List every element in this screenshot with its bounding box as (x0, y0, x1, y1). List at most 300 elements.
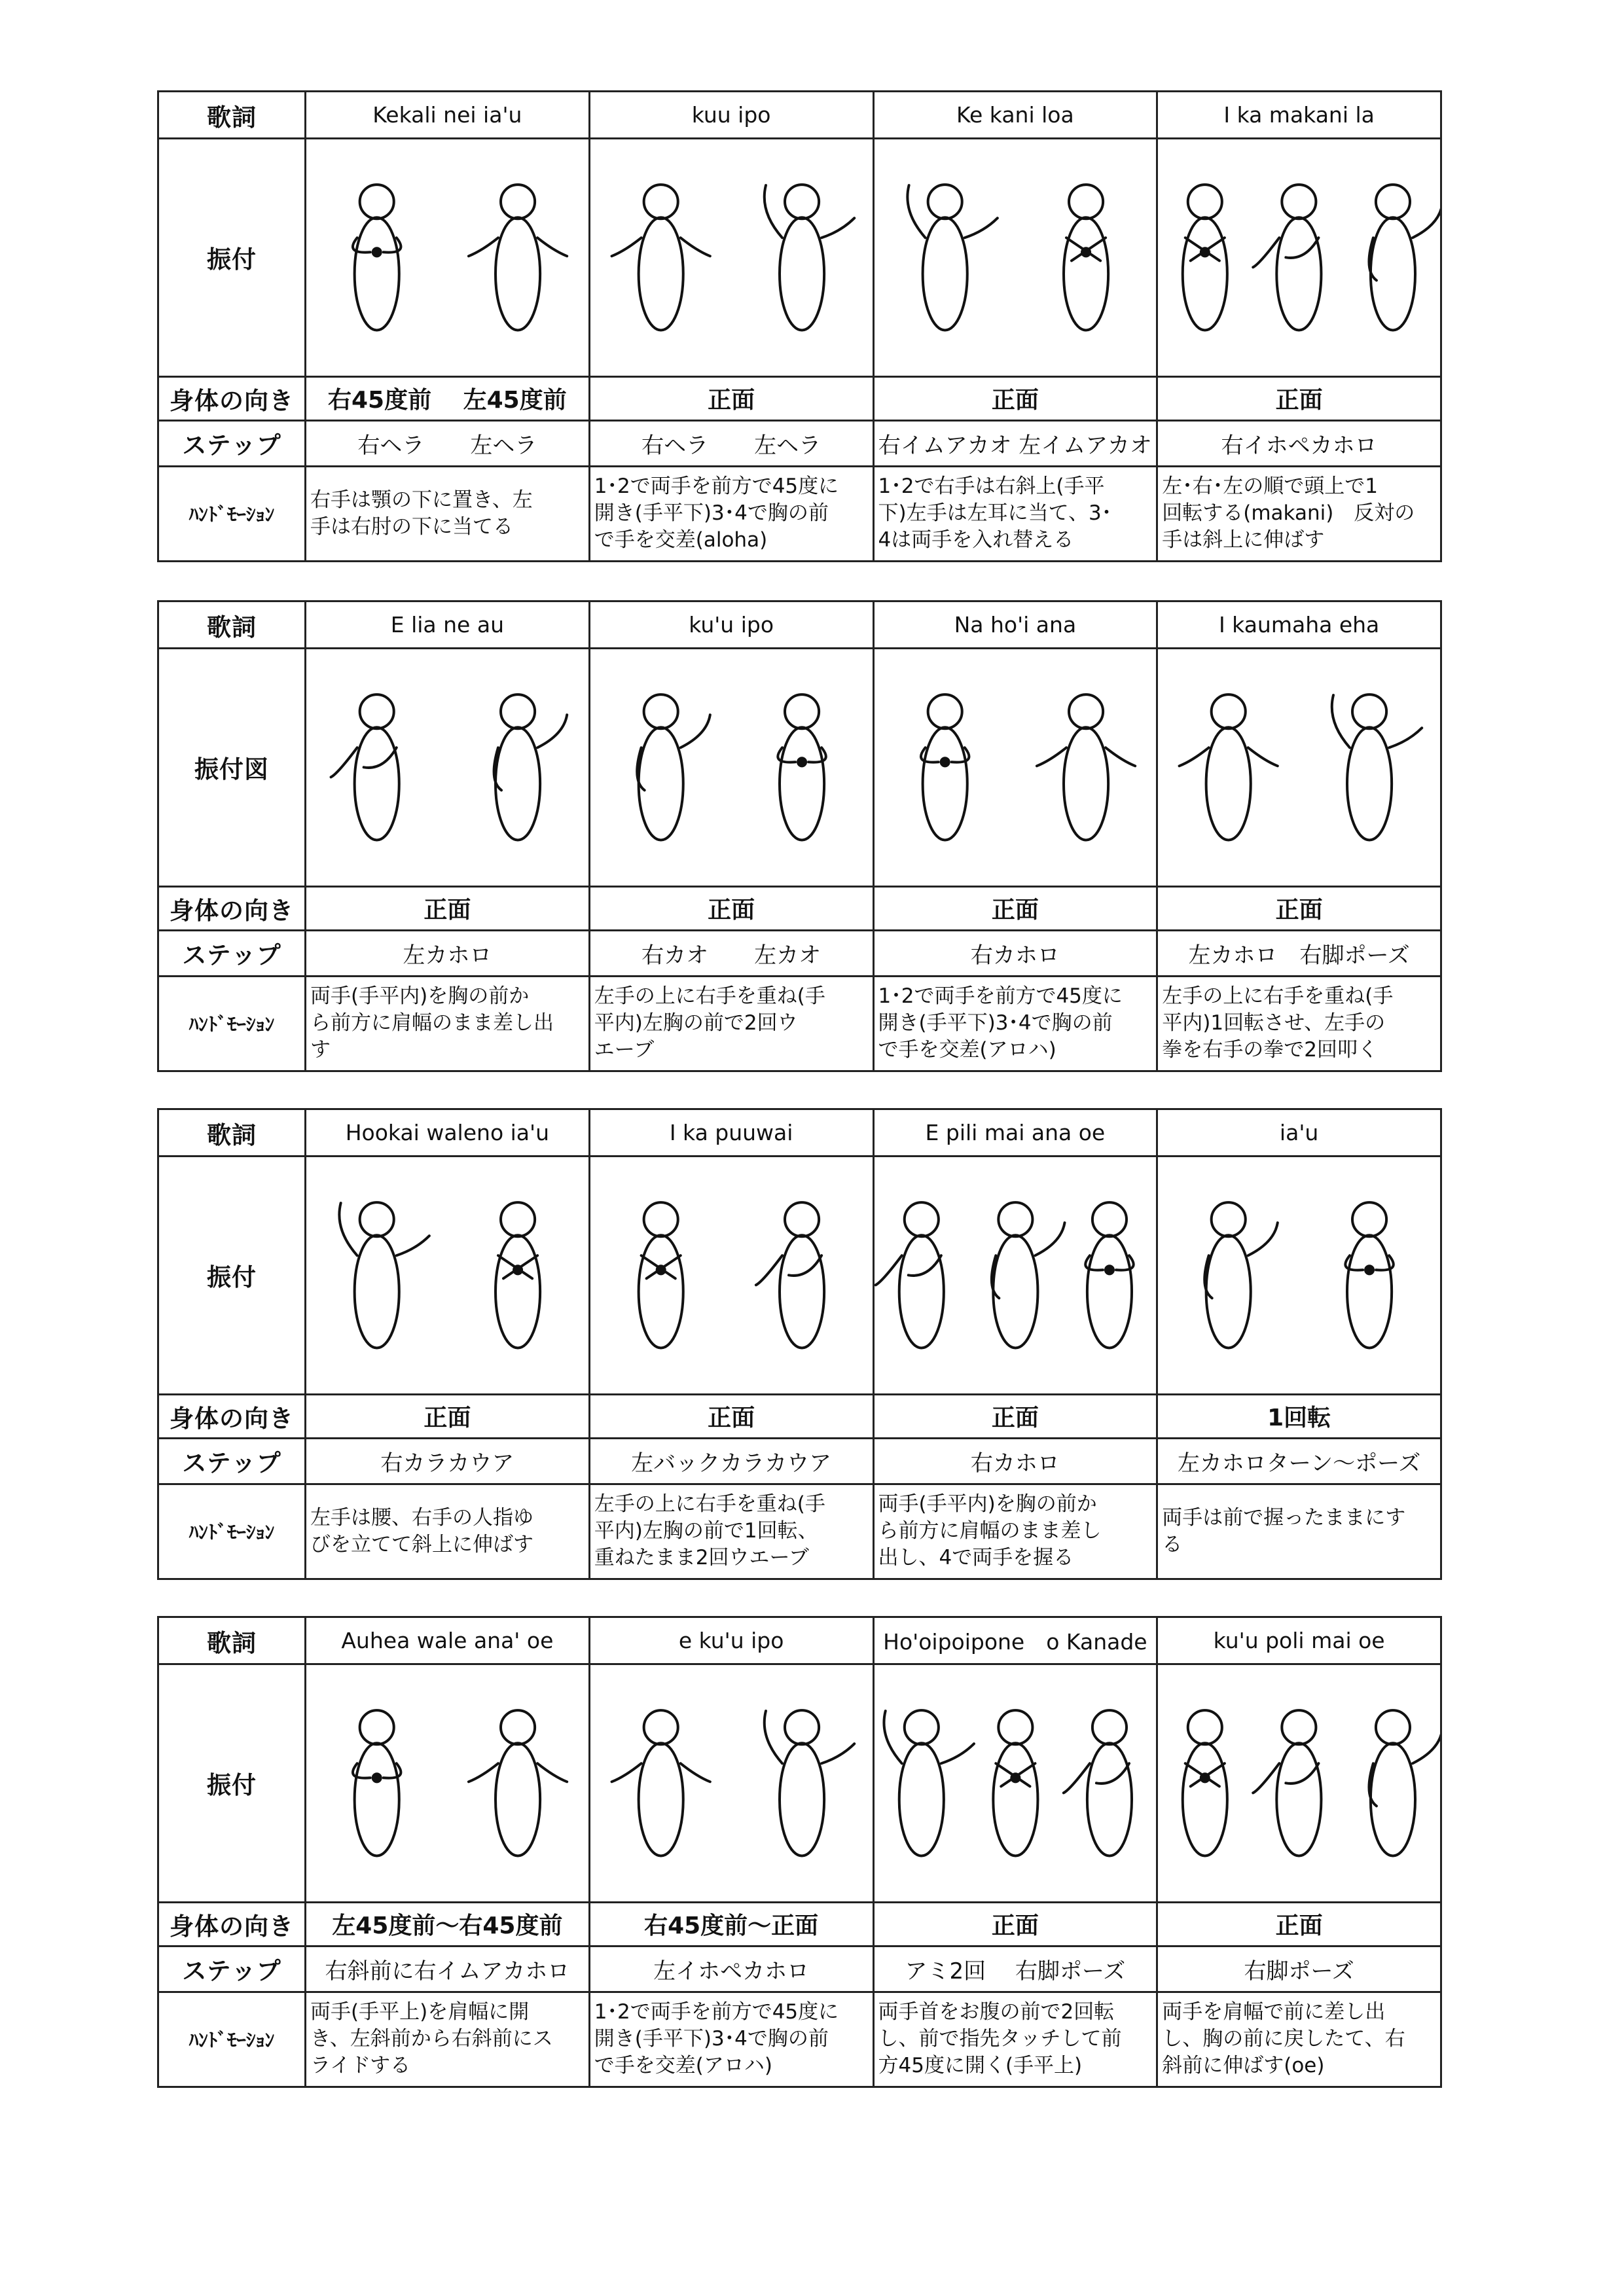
dance-figure-illustration (1158, 1157, 1440, 1393)
hand-motion-cell (589, 466, 873, 561)
figure-cell (873, 649, 1157, 887)
direction-cell: 正面 (873, 1394, 1157, 1438)
head-shape (904, 1710, 938, 1744)
arm-stroke (637, 715, 710, 790)
dancer-figure (991, 1202, 1064, 1348)
arm-stroke (1369, 205, 1440, 280)
lyric-cell: e ku'u ipo (589, 1617, 873, 1664)
hand-motion-cell (873, 1484, 1157, 1579)
body-shape (1277, 217, 1322, 330)
dancer-figure (1204, 1202, 1278, 1348)
arm-stroke (1180, 747, 1278, 766)
dancer-figure (1332, 694, 1422, 840)
hand-mark (1011, 1774, 1019, 1782)
step-cell (306, 1438, 590, 1484)
lyric-cell: Hookai waleno ia'u (306, 1109, 590, 1157)
body-shape (1087, 1235, 1131, 1348)
step-text: 右脚ポーズ (1244, 1958, 1354, 1984)
dancer-figure (764, 1710, 854, 1856)
dance-figure-illustration (306, 649, 588, 886)
lyric-cell: E lia ne au (306, 601, 590, 649)
hand-line: き、左斜前から右斜前にス (310, 2027, 553, 2051)
step-header: ステップ (158, 1946, 306, 1992)
hand-motion-header: ﾊﾝﾄﾞﾓｰｼｮﾝ (158, 976, 306, 1071)
arm-stroke (756, 1255, 821, 1285)
head-shape (643, 1710, 677, 1744)
body-shape (1064, 217, 1108, 330)
hand-motion-cell (873, 976, 1157, 1071)
hand-mark (941, 758, 948, 766)
direction-cell: 正面 (873, 376, 1157, 420)
body-shape (355, 727, 399, 840)
hand-line: びを立てて斜上に伸ばす (310, 1532, 533, 1556)
head-shape (904, 1202, 938, 1236)
head-shape (643, 1202, 677, 1236)
hand-line: 手は斜上に伸ばす (1162, 528, 1325, 552)
hand-motion-cell (589, 976, 873, 1071)
dancer-figure (1183, 185, 1227, 330)
lyrics-header: 歌詞 (158, 1109, 306, 1157)
arm-stroke (1369, 1731, 1440, 1806)
dancer-figure (469, 185, 567, 330)
head-shape (785, 694, 819, 728)
lyric-cell: I kaumaha eha (1157, 601, 1441, 649)
dance-figure-illustration (875, 139, 1157, 376)
hand-line: ら前方に肩幅のまま差し (878, 1519, 1102, 1543)
head-shape (1188, 185, 1222, 219)
body-shape (355, 1235, 399, 1348)
hand-line: で手を交差(アロハ) (878, 1038, 1056, 1062)
step-text: 左ヘラ (754, 432, 821, 459)
dancer-figure (611, 185, 710, 330)
hand-motion-header: ﾊﾝﾄﾞﾓｰｼｮﾝ (158, 1484, 306, 1579)
hand-motion-cell (306, 976, 590, 1071)
body-shape (899, 1743, 943, 1856)
step-cell (873, 420, 1157, 466)
figure-cell (873, 1157, 1157, 1395)
dancer-figure (331, 694, 399, 840)
arm-stroke (611, 238, 710, 256)
figure-cell (589, 1157, 873, 1395)
hand-line: 1･2で右手は右斜上(手平 (878, 475, 1105, 499)
lyric-cell: kuu ipo (589, 92, 873, 139)
body-shape (780, 217, 824, 330)
choreography-table-4 (157, 1616, 1442, 2088)
figure-cell (873, 1664, 1157, 1903)
head-shape (1188, 1710, 1222, 1744)
body-shape (1183, 217, 1227, 330)
body-shape (355, 1743, 399, 1856)
figure-cell (873, 139, 1157, 377)
hand-line: 斜前に伸ばす(oe) (1162, 2054, 1325, 2078)
hand-motion-cell (873, 1992, 1157, 2087)
hand-line: 右手は顎の下に置き、左 (310, 488, 533, 512)
figure-cell (589, 139, 873, 377)
hand-motion-header: ﾊﾝﾄﾞﾓｰｼｮﾝ (158, 466, 306, 561)
step-text: 左カホロターン～ポーズ (1177, 1450, 1421, 1477)
dancer-figure (778, 694, 825, 840)
figure-cell (1157, 139, 1441, 377)
figure-cell (1157, 649, 1441, 887)
head-shape (998, 1710, 1032, 1744)
body-shape (638, 217, 683, 330)
arm-stroke (611, 1763, 710, 1782)
arm-stroke (331, 747, 397, 777)
choreography-header: 振付 (158, 1157, 306, 1395)
hand-motion-cell (873, 466, 1157, 561)
lyric-cell: E pili mai ana oe (873, 1109, 1157, 1157)
choreography-header: 振付 (158, 139, 306, 377)
direction-cell: 左45度前～右45度前 (306, 1902, 590, 1946)
hand-line: で手を交差(aloha) (594, 528, 768, 552)
hand-line: 左手の上に右手を重ね(手 (594, 1492, 825, 1516)
dancer-figure (993, 1710, 1038, 1856)
head-shape (1282, 1710, 1316, 1744)
hand-mark (373, 1774, 381, 1782)
hand-mark (1105, 1266, 1113, 1274)
direction-header: 身体の向き (158, 886, 306, 930)
head-shape (1376, 1710, 1410, 1744)
direction-cell: 右45度前 左45度前 (306, 376, 590, 420)
hand-line: 手は右肘の下に当てる (310, 514, 513, 539)
dance-figure-illustration (306, 139, 588, 376)
hand-motion-cell (1157, 976, 1441, 1071)
lyric-cell: Auhea wale ana' oe (306, 1617, 590, 1664)
step-text: 左バックカラカウア (631, 1450, 832, 1477)
step-cell (873, 930, 1157, 976)
hand-line: 開き(手平下)3･4で胸の前 (594, 501, 829, 526)
body-shape (922, 217, 967, 330)
arm-stroke (1254, 238, 1319, 267)
hand-line: 重ねたまま2回ウエーブ (594, 1546, 809, 1570)
choreography-table-3 (157, 1108, 1442, 1580)
body-shape (1206, 727, 1251, 840)
hand-line: 下)左手は左耳に当て、3･ (878, 501, 1112, 526)
hand-line: 平内)左胸の前で1回転、 (594, 1519, 818, 1543)
hand-line: ライドする (310, 2054, 411, 2078)
body-shape (1206, 1235, 1251, 1348)
hand-line: 1･2で両手を前方で45度に (594, 475, 839, 499)
lyric-cell: ku'u poli mai oe (1157, 1617, 1441, 1664)
hand-mark (1201, 248, 1209, 256)
step-text: 右カホロ (970, 1450, 1060, 1477)
direction-cell: 正面 (589, 1394, 873, 1438)
head-shape (1092, 1710, 1126, 1744)
direction-cell: 正面 (306, 886, 590, 930)
hand-line: 左･右･左の順で頭上で1 (1162, 475, 1378, 499)
hand-line: し、胸の前に戻したて、右 (1162, 2027, 1405, 2051)
arm-stroke (469, 1763, 567, 1782)
head-shape (360, 185, 394, 219)
figure-cell (306, 1664, 590, 1903)
head-shape (1212, 694, 1246, 728)
head-shape (360, 1710, 394, 1744)
dancer-figure (638, 1202, 683, 1348)
step-header: ステップ (158, 1438, 306, 1484)
hand-line: 両手(手平内)を胸の前か (310, 984, 530, 1009)
dancer-figure (907, 185, 997, 330)
dance-figure-illustration (306, 1665, 588, 1901)
lyric-cell: ku'u ipo (589, 601, 873, 649)
head-shape (928, 185, 962, 219)
dancer-figure (920, 694, 968, 840)
head-shape (360, 1202, 394, 1236)
hand-line: 開き(手平下)3･4で胸の前 (594, 2027, 829, 2051)
head-shape (1069, 185, 1103, 219)
body-shape (780, 727, 824, 840)
dance-figure-illustration (1158, 1665, 1440, 1901)
step-text: 左カオ (754, 942, 821, 969)
dancer-figure (1183, 1710, 1227, 1856)
dancer-figure (494, 694, 568, 840)
step-text: 左イホペカホロ (653, 1958, 810, 1984)
step-cell (1157, 420, 1441, 466)
step-cell (1157, 1438, 1441, 1484)
choreography-table-2 (157, 600, 1442, 1072)
head-shape (785, 185, 819, 219)
dance-figure-illustration (875, 649, 1157, 886)
choreography-table-1 (157, 90, 1442, 562)
dancer-figure (764, 185, 854, 330)
arm-stroke (991, 1223, 1064, 1298)
step-header: ステップ (158, 930, 306, 976)
hand-line: 方45度に開く(手平上) (878, 2054, 1083, 2078)
figure-cell (306, 139, 590, 377)
figure-cell (306, 1157, 590, 1395)
head-shape (928, 694, 962, 728)
body-shape (1183, 1743, 1227, 1856)
arm-stroke (1036, 747, 1134, 766)
direction-cell: 正面 (873, 886, 1157, 930)
body-shape (496, 217, 540, 330)
head-shape (643, 185, 677, 219)
hand-mark (1365, 1266, 1373, 1274)
hand-line: 1･2で両手を前方で45度に (878, 984, 1123, 1009)
hand-line: 回転する(makani) 反対の (1162, 501, 1415, 526)
hand-line: 平内)1回転させ、左手の (1162, 1011, 1386, 1035)
hand-line: 拳を右手の拳で2回叩く (1162, 1038, 1378, 1062)
direction-cell: 1回転 (1157, 1394, 1441, 1438)
step-header: ステップ (158, 420, 306, 466)
arm-stroke (494, 715, 568, 790)
head-shape (501, 1202, 535, 1236)
body-shape (1277, 1743, 1322, 1856)
body-shape (355, 217, 399, 330)
body-shape (993, 1235, 1038, 1348)
body-shape (993, 1743, 1038, 1856)
body-shape (496, 1743, 540, 1856)
hand-motion-cell (306, 466, 590, 561)
body-shape (1347, 1235, 1392, 1348)
arm-stroke (764, 1711, 854, 1763)
step-text: 右イホペカホロ (1221, 432, 1377, 459)
direction-cell: 正面 (1157, 376, 1441, 420)
hand-motion-cell (1157, 1992, 1441, 2087)
hand-line: る (1162, 1532, 1183, 1556)
body-shape (496, 727, 540, 840)
dancer-figure (1369, 185, 1440, 330)
step-cell (873, 1946, 1157, 1992)
lyric-cell: Ho'oipoipone o Kanade (873, 1617, 1157, 1664)
dance-figure-illustration (1158, 139, 1440, 376)
step-text: 右カオ (641, 942, 709, 969)
hand-mark (1201, 1774, 1209, 1782)
body-shape (638, 727, 683, 840)
step-cell (873, 1438, 1157, 1484)
direction-cell: 正面 (1157, 1902, 1441, 1946)
arm-stroke (875, 1255, 941, 1285)
body-shape (1347, 727, 1392, 840)
step-cell (1157, 930, 1441, 976)
step-text: 左カホロ 右脚ポーズ (1188, 942, 1410, 969)
hand-line: 左手の上に右手を重ね(手 (1162, 984, 1394, 1009)
hand-line: ら前方に肩幅のまま差し出 (310, 1011, 554, 1035)
dance-figure-illustration (1158, 649, 1440, 886)
body-shape (899, 1235, 943, 1348)
hand-mark (514, 1266, 522, 1274)
dancer-figure (1346, 1202, 1394, 1348)
head-shape (785, 1202, 819, 1236)
hand-mark (657, 1266, 664, 1274)
body-shape (922, 727, 967, 840)
hand-motion-cell (589, 1992, 873, 2087)
head-shape (360, 694, 394, 728)
arm-stroke (339, 1203, 429, 1255)
dance-figure-illustration (590, 649, 873, 886)
arm-stroke (884, 1711, 973, 1763)
head-shape (1376, 185, 1410, 219)
step-cell (306, 930, 590, 976)
figure-cell (1157, 1157, 1441, 1395)
dancer-figure (637, 694, 710, 840)
hand-motion-cell (1157, 466, 1441, 561)
body-shape (638, 1235, 683, 1348)
hand-line: 両手(手平内)を胸の前か (878, 1492, 1097, 1516)
dancer-figure (1064, 185, 1108, 330)
hand-mark (798, 758, 806, 766)
step-cell (589, 1946, 873, 1992)
dancer-figure (339, 1202, 429, 1348)
head-shape (1352, 694, 1386, 728)
body-shape (1371, 217, 1415, 330)
arm-stroke (1204, 1223, 1278, 1298)
hand-line: 出し、4で両手を握る (878, 1546, 1074, 1570)
step-cell (589, 1438, 873, 1484)
dance-figure-illustration (875, 1665, 1157, 1901)
body-shape (780, 1235, 824, 1348)
figure-cell (306, 649, 590, 887)
dancer-figure (884, 1710, 973, 1856)
lyric-cell: Na ho'i ana (873, 601, 1157, 649)
head-shape (785, 1710, 819, 1744)
figure-cell (589, 1664, 873, 1903)
dancer-figure (875, 1202, 943, 1348)
lyrics-header: 歌詞 (158, 92, 306, 139)
arm-stroke (764, 185, 854, 238)
hand-line: 4は両手を入れ替える (878, 528, 1074, 552)
hand-line: で手を交差(アロハ) (594, 2054, 772, 2078)
lyric-cell: Kekali nei ia'u (306, 92, 590, 139)
hand-motion-header: ﾊﾝﾄﾞﾓｰｼｮﾝ (158, 1992, 306, 2087)
head-shape (1352, 1202, 1386, 1236)
step-text: 右カホロ (970, 942, 1060, 969)
step-text: 右イムアカオ 左イムアカオ (878, 432, 1152, 459)
lyric-cell: I ka puuwai (589, 1109, 873, 1157)
lyric-cell: Ke kani loa (873, 92, 1157, 139)
step-text: アミ2回 右脚ポーズ (905, 1958, 1126, 1984)
body-shape (496, 1235, 540, 1348)
dancer-figure (353, 1710, 401, 1856)
dance-figure-illustration (590, 1157, 873, 1393)
step-cell (306, 1946, 590, 1992)
figure-cell (589, 649, 873, 887)
body-shape (1087, 1743, 1131, 1856)
head-shape (1212, 1202, 1246, 1236)
dancer-figure (1180, 694, 1278, 840)
step-cell (589, 420, 873, 466)
dancer-figure (496, 1202, 540, 1348)
hand-line: 両手を肩幅で前に差し出 (1162, 2000, 1386, 2024)
direction-cell: 正面 (589, 376, 873, 420)
arm-stroke (1332, 695, 1422, 747)
direction-cell: 正面 (873, 1902, 1157, 1946)
head-shape (1282, 185, 1316, 219)
lyric-cell: I ka makani la (1157, 92, 1441, 139)
hand-line: 左手は腰、右手の人指ゆ (310, 1505, 533, 1530)
hand-line: エーブ (594, 1038, 655, 1062)
hand-line: し、前で指先タッチして前 (878, 2027, 1122, 2051)
lyrics-header: 歌詞 (158, 1617, 306, 1664)
dancer-figure (1254, 1710, 1322, 1856)
step-cell (589, 930, 873, 976)
step-text: 右斜前に右イムアカホロ (325, 1958, 570, 1984)
dancer-figure (611, 1710, 710, 1856)
choreography-header: 振付 (158, 1664, 306, 1903)
dancer-figure (353, 185, 401, 330)
dancer-figure (1369, 1710, 1440, 1856)
dancer-figure (1254, 185, 1322, 330)
body-shape (1064, 727, 1108, 840)
lyrics-header: 歌詞 (158, 601, 306, 649)
hand-line: 1･2で両手を前方で45度に (594, 2000, 839, 2024)
direction-cell: 正面 (589, 886, 873, 930)
arm-stroke (907, 185, 997, 238)
dance-figure-illustration (590, 139, 873, 376)
dancer-figure (1036, 694, 1134, 840)
step-text: 左カホロ (403, 942, 492, 969)
step-text: 右ヘラ (357, 432, 425, 459)
hand-motion-cell (306, 1992, 590, 2087)
step-text: 左ヘラ (470, 432, 537, 459)
dancer-figure (756, 1202, 824, 1348)
direction-header: 身体の向き (158, 376, 306, 420)
hand-line: 両手(手平上)を肩幅に開 (310, 2000, 530, 2024)
direction-header: 身体の向き (158, 1902, 306, 1946)
step-cell (1157, 1946, 1441, 1992)
head-shape (501, 185, 535, 219)
head-shape (501, 694, 535, 728)
dance-figure-illustration (875, 1157, 1157, 1393)
head-shape (1069, 694, 1103, 728)
arm-stroke (1254, 1763, 1319, 1793)
dancer-figure (469, 1710, 567, 1856)
direction-cell: 正面 (306, 1394, 590, 1438)
hand-line: 平内)左胸の前で2回ウ (594, 1011, 798, 1035)
hand-motion-cell (306, 1484, 590, 1579)
hand-line: 両手首をお腹の前で2回転 (878, 2000, 1115, 2024)
step-text: 右ヘラ (641, 432, 709, 459)
body-shape (638, 1743, 683, 1856)
